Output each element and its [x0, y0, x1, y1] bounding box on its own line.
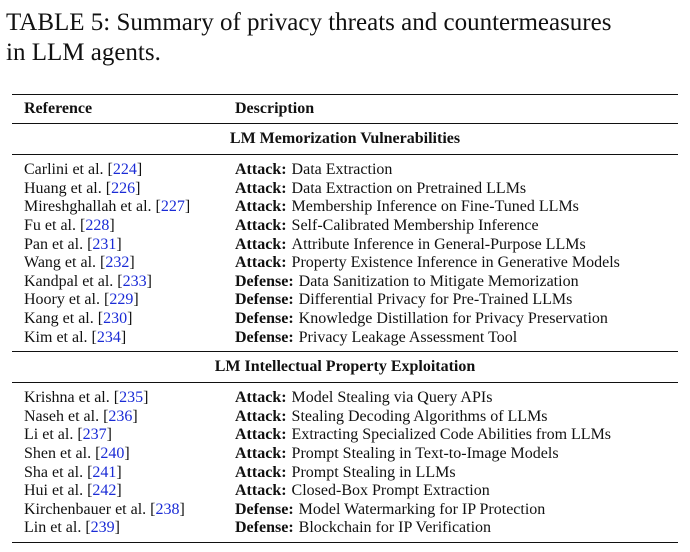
citation-link[interactable]: 227: [160, 198, 185, 216]
table-row: [12, 426, 678, 445]
citation-link[interactable]: 231: [92, 235, 117, 253]
privacy-threats-table: [12, 94, 678, 543]
citation-link[interactable]: 239: [90, 519, 115, 537]
citation-link[interactable]: 233: [122, 272, 147, 290]
table-row: [12, 445, 678, 464]
citation-bracket-open: [: [151, 198, 161, 216]
citation-link[interactable]: 232: [105, 254, 130, 272]
threat-kind-label: Attack:: [235, 463, 287, 481]
reference-author: Hoory et al.: [24, 291, 100, 309]
citation-bracket-open: [: [87, 328, 97, 346]
description-text: Privacy Leakage Assessment Tool: [298, 328, 518, 346]
citation-bracket-open: [: [83, 463, 93, 481]
reference-cell: [12, 482, 235, 500]
citation-link[interactable]: 226: [111, 179, 136, 197]
caption-line-1: TABLE 5: Summary of privacy threats and countermeasures: [6, 9, 612, 36]
citation-link[interactable]: 241: [92, 463, 117, 481]
threat-kind-label: Attack:: [235, 445, 287, 463]
citation-bracket-open: [: [76, 217, 86, 235]
citation-bracket-open: [: [83, 482, 93, 500]
table-row: [12, 519, 678, 538]
reference-author: Krishna et al.: [24, 389, 110, 407]
citation-link[interactable]: 238: [155, 500, 180, 518]
table-row: [12, 408, 678, 427]
citation-link[interactable]: 237: [82, 426, 107, 444]
description-text: Prompt Stealing in Text-to-Image Models: [291, 445, 559, 463]
table-row: [12, 463, 678, 482]
citation-bracket-open: [: [96, 254, 106, 272]
reference-author: Wang et al.: [24, 254, 97, 272]
description-text: Blockchain for IP Verification: [298, 519, 492, 537]
citation-bracket-open: [: [113, 272, 123, 290]
reference-cell: [12, 501, 235, 519]
citation-bracket-close: ]: [127, 310, 133, 328]
description-cell: [235, 482, 678, 500]
reference-author: Naseh et al.: [24, 407, 100, 425]
description-text: Data Sanitization to Mitigate Memorization: [298, 272, 579, 290]
citation-link[interactable]: 235: [119, 389, 144, 407]
description-text: Data Extraction: [291, 161, 393, 179]
description-cell: [235, 408, 678, 426]
table-row: [12, 161, 678, 180]
description-text: Extracting Specialized Code Abilities from LLMs: [291, 426, 612, 444]
reference-author: Mireshghallah et al.: [24, 198, 152, 216]
description-cell: [235, 217, 678, 235]
citation-bracket-open: [: [146, 500, 156, 518]
table-row: [12, 501, 678, 520]
citation-bracket-open: [: [103, 161, 113, 179]
table-row: [12, 254, 678, 273]
caption-line-2: in LLM agents.: [6, 39, 161, 66]
reference-cell: [12, 254, 235, 272]
citation-bracket-close: ]: [184, 198, 191, 216]
description-cell: [235, 254, 678, 272]
threat-kind-label: Attack:: [235, 407, 287, 425]
citation-bracket-open: [: [99, 291, 110, 309]
reference-author: Carlini et al.: [24, 161, 104, 179]
citation-bracket-open: [: [109, 389, 120, 407]
citation-link[interactable]: 236: [108, 407, 133, 425]
citation-bracket-close: ]: [136, 161, 143, 179]
reference-author: Kirchenbauer et al.: [24, 500, 147, 518]
reference-cell: [12, 445, 235, 463]
threat-kind-label: Defense:: [235, 272, 294, 290]
table-row: [12, 180, 678, 199]
description-text: Property Existence Inference in Generative Models: [291, 254, 620, 272]
citation-bracket-close: ]: [106, 426, 112, 444]
description-cell: [235, 161, 678, 179]
table-row: [12, 217, 678, 236]
description-text: Stealing Decoding Algorithms of LLMs: [291, 407, 548, 425]
threat-kind-label: Attack:: [235, 235, 287, 253]
table-row: [12, 291, 678, 310]
threat-kind-label: Defense:: [235, 310, 294, 328]
citation-bracket-close: ]: [133, 291, 139, 309]
reference-cell: [12, 408, 235, 426]
table-header: [12, 95, 678, 123]
threat-kind-label: Attack:: [235, 179, 287, 197]
threat-kind-label: Attack:: [235, 254, 287, 272]
citation-bracket-close: ]: [109, 217, 115, 235]
description-text: Knowledge Distillation for Privacy Preservation: [298, 310, 608, 328]
citation-bracket-close: ]: [129, 254, 135, 272]
table-caption: [6, 8, 686, 68]
table-row: [12, 328, 678, 347]
description-text: Model Watermarking for IP Protection: [298, 500, 546, 518]
citation-link[interactable]: 228: [85, 217, 110, 235]
reference-cell: [12, 329, 235, 347]
citation-bracket-open: [: [91, 445, 101, 463]
reference-cell: [12, 389, 235, 407]
section-title: LM Intellectual Property Exploitation: [214, 357, 476, 375]
reference-cell: [12, 273, 235, 291]
threat-kind-label: Attack:: [235, 217, 287, 235]
citation-link[interactable]: 224: [112, 161, 137, 179]
reference-cell: [12, 310, 235, 328]
description-text: Differential Privacy for Pre-Trained LLMs: [298, 291, 573, 309]
reference-cell: [12, 236, 235, 254]
citation-bracket-open: [: [101, 179, 112, 197]
threat-kind-label: Defense:: [235, 328, 294, 346]
section-rows: [12, 383, 678, 542]
description-cell: [235, 445, 678, 463]
description-text: Self-Calibrated Membership Inference: [291, 217, 539, 235]
reference-author: Kandpal et al.: [24, 272, 114, 290]
reference-cell: [12, 161, 235, 179]
threat-kind-label: Attack:: [235, 426, 287, 444]
reference-author: Sha et al.: [24, 463, 84, 481]
citation-bracket-open: [: [81, 519, 91, 537]
table-row: [12, 310, 678, 329]
threat-kind-label: Attack:: [235, 389, 287, 407]
citation-link[interactable]: 234: [96, 328, 121, 346]
reference-author: Shen et al.: [24, 445, 92, 463]
citation-bracket-close: ]: [143, 389, 149, 407]
reference-author: Pan et al.: [24, 235, 84, 253]
description-text: Attribute Inference in General-Purpose LLMs: [291, 235, 586, 253]
reference-author: Kang et al.: [24, 310, 94, 328]
description-text: Prompt Stealing in LLMs: [291, 463, 456, 481]
reference-cell: [12, 217, 235, 235]
citation-bracket-close: ]: [135, 179, 141, 197]
citation-bracket-close: ]: [116, 235, 122, 253]
citation-bracket-open: [: [99, 407, 109, 425]
description-cell: [235, 501, 678, 519]
description-cell: [235, 519, 678, 537]
threat-kind-label: Defense:: [235, 291, 294, 309]
description-text: Membership Inference on Fine-Tuned LLMs: [291, 198, 579, 216]
citation-bracket-close: ]: [120, 328, 127, 346]
citation-bracket-open: [: [93, 310, 104, 328]
reference-cell: [12, 291, 235, 309]
description-cell: [235, 236, 678, 254]
reference-author: Kim et al.: [24, 328, 88, 346]
reference-cell: [12, 180, 235, 198]
table-body: [12, 123, 678, 542]
reference-cell: [12, 519, 235, 537]
description-cell: [235, 464, 678, 482]
reference-author: Lin et al.: [24, 519, 82, 537]
citation-bracket-close: ]: [146, 272, 152, 290]
table-row: [12, 482, 678, 501]
table-row: [12, 389, 678, 408]
reference-author: Hui et al.: [24, 482, 84, 500]
reference-author: Huang et al.: [24, 179, 102, 197]
threat-kind-label: Defense:: [235, 500, 294, 518]
description-cell: [235, 291, 678, 309]
bottom-rule: [12, 542, 678, 543]
table-row: [12, 198, 678, 217]
citation-bracket-close: ]: [132, 407, 138, 425]
table-row: [12, 235, 678, 254]
citation-link[interactable]: 230: [103, 310, 128, 328]
threat-kind-label: Attack:: [235, 198, 287, 216]
section-title: LM Memorization Vulnerabilities: [229, 130, 461, 147]
description-cell: [235, 329, 678, 347]
citation-bracket-close: ]: [124, 445, 130, 463]
table-row: [12, 273, 678, 292]
header-reference: Reference: [24, 100, 93, 117]
header-description: Description: [235, 100, 315, 117]
citation-bracket-close: ]: [179, 500, 185, 518]
citation-bracket-close: ]: [116, 482, 122, 500]
reference-cell: [12, 464, 235, 482]
section-rows: [12, 155, 678, 351]
description-cell: [235, 180, 678, 198]
threat-kind-label: Attack:: [235, 161, 287, 179]
reference-cell: [12, 198, 235, 216]
description-cell: [235, 426, 678, 444]
description-cell: [235, 389, 678, 407]
citation-link[interactable]: 240: [100, 445, 125, 463]
citation-bracket-close: ]: [116, 463, 122, 481]
reference-author: Fu et al.: [24, 217, 76, 235]
description-cell: [235, 310, 678, 328]
citation-link[interactable]: 242: [92, 482, 117, 500]
description-text: Model Stealing via Query APIs: [291, 389, 493, 407]
description-cell: [235, 198, 678, 216]
description-text: Data Extraction on Pretrained LLMs: [291, 179, 527, 197]
reference-cell: [12, 426, 235, 444]
threat-kind-label: Attack:: [235, 482, 287, 500]
citation-bracket-open: [: [73, 426, 83, 444]
description-text: Closed-Box Prompt Extraction: [291, 482, 490, 500]
citation-bracket-open: [: [83, 235, 93, 253]
citation-link[interactable]: 229: [109, 291, 134, 309]
threat-kind-label: Defense:: [235, 519, 294, 537]
reference-author: Li et al.: [24, 426, 74, 444]
description-cell: [235, 273, 678, 291]
citation-bracket-close: ]: [114, 519, 120, 537]
